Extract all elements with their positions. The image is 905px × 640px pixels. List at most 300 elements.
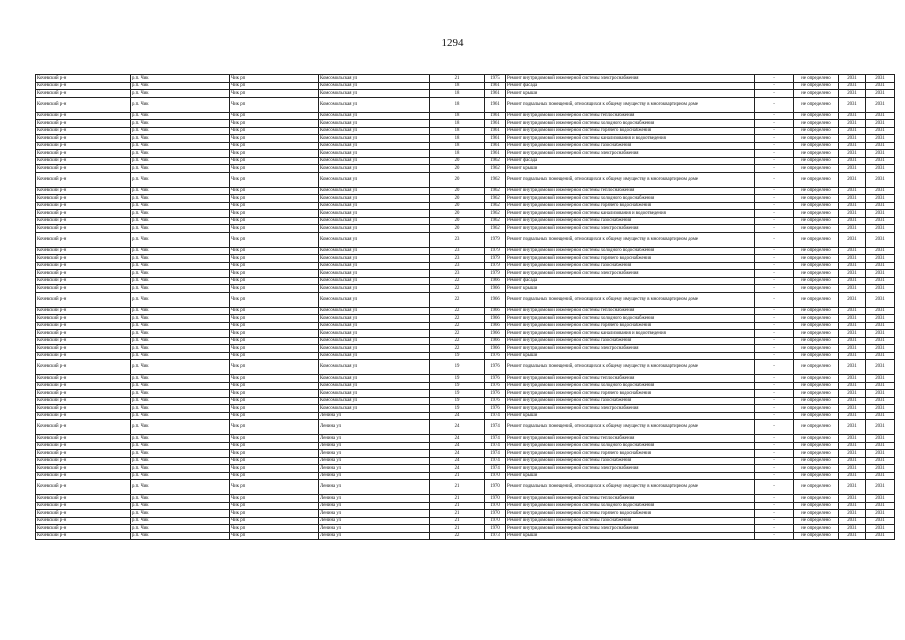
- dash-cell: -: [755, 337, 794, 345]
- plan-year-start-cell: 2031: [839, 457, 866, 465]
- work-type-cell: Ремонт внутридомовой инженерной системы холодного водоснабжения: [506, 195, 755, 203]
- dash-cell: -: [755, 292, 794, 307]
- settlement-cell: р.п. Чик: [131, 195, 230, 203]
- settlement-cell: р.п. Чик: [131, 337, 230, 345]
- table-row: [36, 382, 895, 390]
- settlement-cell: р.п. Чик: [131, 225, 230, 233]
- district-cell: Кочевский р-н: [36, 330, 131, 338]
- cost-status-cell: не определено: [794, 225, 839, 233]
- work-type-cell: Ремонт внутридомовой инженерной системы холодного водоснабжения: [506, 120, 755, 128]
- street-cell: Ленина ул: [319, 472, 430, 480]
- table-row: [36, 142, 895, 150]
- plan-year-start-cell: 2031: [839, 307, 866, 315]
- build-year-cell: 1966: [485, 337, 506, 345]
- plan-year-start-cell: 2031: [839, 517, 866, 525]
- work-type-cell: Ремонт внутридомовой инженерной системы теплоснабжения: [506, 495, 755, 503]
- plan-year-start-cell: 2031: [839, 450, 866, 458]
- dash-cell: -: [755, 150, 794, 158]
- plan-year-end-cell: 2031: [866, 202, 895, 210]
- work-type-cell: Ремонт внутридомовой инженерной системы электроснабжения: [506, 345, 755, 353]
- street-cell: Комсомольская ул: [319, 337, 430, 345]
- street-cell: Комсомольская ул: [319, 187, 430, 195]
- settlement-cell: р.п. Чик: [131, 262, 230, 270]
- settlement-cell: р.п. Чик: [131, 502, 230, 510]
- table-row: [36, 412, 895, 420]
- build-year-cell: 1966: [485, 277, 506, 285]
- dash-cell: -: [755, 165, 794, 173]
- municipality-cell: Чик рп: [230, 232, 319, 247]
- house-number-cell: 19: [430, 360, 485, 375]
- district-cell: Кочевский р-н: [36, 217, 131, 225]
- table-row: [36, 232, 895, 247]
- plan-year-start-cell: 2031: [839, 532, 866, 540]
- cost-status-cell: не определено: [794, 420, 839, 435]
- table-row: [36, 75, 895, 83]
- build-year-cell: 1962: [485, 187, 506, 195]
- cost-status-cell: не определено: [794, 127, 839, 135]
- municipality-cell: Чик рп: [230, 480, 319, 495]
- district-cell: Кочевский р-н: [36, 420, 131, 435]
- dash-cell: -: [755, 157, 794, 165]
- house-number-cell: 20: [430, 187, 485, 195]
- build-year-cell: 1966: [485, 307, 506, 315]
- settlement-cell: р.п. Чик: [131, 420, 230, 435]
- house-number-cell: 19: [430, 352, 485, 360]
- house-number-cell: 22: [430, 345, 485, 353]
- dash-cell: -: [755, 397, 794, 405]
- dash-cell: -: [755, 330, 794, 338]
- dash-cell: -: [755, 135, 794, 143]
- cost-status-cell: не определено: [794, 90, 839, 98]
- work-type-cell: Ремонт внутридомовой инженерной системы канализования и водоотведения: [506, 330, 755, 338]
- district-cell: Кочевский р-н: [36, 510, 131, 518]
- table-row: [36, 112, 895, 120]
- table-row: [36, 120, 895, 128]
- dash-cell: -: [755, 210, 794, 218]
- work-type-cell: Ремонт внутридомовой инженерной системы газоснабжения: [506, 397, 755, 405]
- house-number-cell: 23: [430, 232, 485, 247]
- cost-status-cell: не определено: [794, 510, 839, 518]
- district-cell: Кочевский р-н: [36, 75, 131, 83]
- table-row: [36, 157, 895, 165]
- plan-year-start-cell: 2031: [839, 352, 866, 360]
- work-type-cell: Ремонт крыши: [506, 412, 755, 420]
- district-cell: Кочевский р-н: [36, 382, 131, 390]
- house-number-cell: 19: [430, 397, 485, 405]
- build-year-cell: 1970: [485, 480, 506, 495]
- district-cell: Кочевский р-н: [36, 150, 131, 158]
- plan-year-start-cell: 2031: [839, 502, 866, 510]
- cost-status-cell: не определено: [794, 187, 839, 195]
- plan-year-end-cell: 2031: [866, 307, 895, 315]
- plan-year-end-cell: 2031: [866, 435, 895, 443]
- work-type-cell: Ремонт внутридомовой инженерной системы горячего водоснабжения: [506, 322, 755, 330]
- build-year-cell: 1974: [485, 412, 506, 420]
- cost-status-cell: не определено: [794, 345, 839, 353]
- municipality-cell: Чик рп: [230, 262, 319, 270]
- settlement-cell: р.п. Чик: [131, 75, 230, 83]
- street-cell: Комсомольская ул: [319, 277, 430, 285]
- plan-year-start-cell: 2031: [839, 210, 866, 218]
- build-year-cell: 1979: [485, 232, 506, 247]
- settlement-cell: р.п. Чик: [131, 352, 230, 360]
- street-cell: Комсомольская ул: [319, 270, 430, 278]
- house-number-cell: 24: [430, 465, 485, 473]
- house-number-cell: 24: [430, 442, 485, 450]
- cost-status-cell: не определено: [794, 375, 839, 383]
- work-type-cell: Ремонт внутридомовой инженерной системы канализования и водоотведения: [506, 210, 755, 218]
- dash-cell: -: [755, 112, 794, 120]
- plan-year-end-cell: 2031: [866, 135, 895, 143]
- plan-year-start-cell: 2031: [839, 315, 866, 323]
- table-row: [36, 352, 895, 360]
- dash-cell: -: [755, 217, 794, 225]
- district-cell: Кочевский р-н: [36, 112, 131, 120]
- table-row: [36, 390, 895, 398]
- settlement-cell: р.п. Чик: [131, 150, 230, 158]
- work-type-cell: Ремонт подвальных помещений, относящихся к общему имуществу в многоквартирном доме: [506, 172, 755, 187]
- district-cell: Кочевский р-н: [36, 315, 131, 323]
- plan-year-end-cell: 2031: [866, 457, 895, 465]
- dash-cell: -: [755, 517, 794, 525]
- cost-status-cell: не определено: [794, 262, 839, 270]
- plan-year-start-cell: 2031: [839, 82, 866, 90]
- cost-status-cell: не определено: [794, 97, 839, 112]
- table-row: [36, 480, 895, 495]
- plan-year-start-cell: 2031: [839, 135, 866, 143]
- house-number-cell: 20: [430, 210, 485, 218]
- district-cell: Кочевский р-н: [36, 135, 131, 143]
- build-year-cell: 1962: [485, 202, 506, 210]
- plan-year-end-cell: 2031: [866, 97, 895, 112]
- district-cell: Кочевский р-н: [36, 495, 131, 503]
- work-type-cell: Ремонт внутридомовой инженерной системы теплоснабжения: [506, 435, 755, 443]
- build-year-cell: 1976: [485, 390, 506, 398]
- municipality-cell: Чик рп: [230, 187, 319, 195]
- settlement-cell: р.п. Чик: [131, 457, 230, 465]
- cost-status-cell: не определено: [794, 285, 839, 293]
- house-number-cell: 21: [430, 495, 485, 503]
- dash-cell: -: [755, 202, 794, 210]
- settlement-cell: р.п. Чик: [131, 97, 230, 112]
- plan-year-end-cell: 2031: [866, 217, 895, 225]
- work-type-cell: Ремонт внутридомовой инженерной системы канализования и водоотведения: [506, 135, 755, 143]
- dash-cell: -: [755, 442, 794, 450]
- cost-status-cell: не определено: [794, 270, 839, 278]
- settlement-cell: р.п. Чик: [131, 315, 230, 323]
- house-number-cell: 20: [430, 202, 485, 210]
- municipality-cell: Чик рп: [230, 390, 319, 398]
- work-type-cell: Ремонт внутридомовой инженерной системы электроснабжения: [506, 150, 755, 158]
- street-cell: Комсомольская ул: [319, 232, 430, 247]
- house-number-cell: 19: [430, 382, 485, 390]
- table-row: [36, 472, 895, 480]
- plan-year-end-cell: 2031: [866, 270, 895, 278]
- settlement-cell: р.п. Чик: [131, 397, 230, 405]
- cost-status-cell: не определено: [794, 157, 839, 165]
- build-year-cell: 1970: [485, 510, 506, 518]
- cost-status-cell: не определено: [794, 307, 839, 315]
- table-row: [36, 510, 895, 518]
- dash-cell: -: [755, 382, 794, 390]
- build-year-cell: 1962: [485, 157, 506, 165]
- municipality-cell: Чик рп: [230, 495, 319, 503]
- settlement-cell: р.п. Чик: [131, 390, 230, 398]
- work-type-cell: Ремонт внутридомовой инженерной системы холодного водоснабжения: [506, 382, 755, 390]
- municipality-cell: Чик рп: [230, 330, 319, 338]
- dash-cell: -: [755, 277, 794, 285]
- plan-year-start-cell: 2031: [839, 442, 866, 450]
- district-cell: Кочевский р-н: [36, 285, 131, 293]
- district-cell: Кочевский р-н: [36, 97, 131, 112]
- build-year-cell: 1976: [485, 360, 506, 375]
- district-cell: Кочевский р-н: [36, 225, 131, 233]
- dash-cell: -: [755, 82, 794, 90]
- cost-status-cell: не определено: [794, 465, 839, 473]
- build-year-cell: 1976: [485, 375, 506, 383]
- plan-year-end-cell: 2031: [866, 337, 895, 345]
- municipality-cell: Чик рп: [230, 322, 319, 330]
- house-number-cell: 21: [430, 510, 485, 518]
- dash-cell: -: [755, 532, 794, 540]
- municipality-cell: Чик рп: [230, 112, 319, 120]
- street-cell: Комсомольская ул: [319, 330, 430, 338]
- plan-year-start-cell: 2031: [839, 217, 866, 225]
- plan-year-end-cell: 2031: [866, 165, 895, 173]
- municipality-cell: Чик рп: [230, 375, 319, 383]
- dash-cell: -: [755, 232, 794, 247]
- dash-cell: -: [755, 90, 794, 98]
- district-cell: Кочевский р-н: [36, 247, 131, 255]
- settlement-cell: р.п. Чик: [131, 90, 230, 98]
- district-cell: Кочевский р-н: [36, 195, 131, 203]
- house-number-cell: 19: [430, 375, 485, 383]
- district-cell: Кочевский р-н: [36, 352, 131, 360]
- district-cell: Кочевский р-н: [36, 435, 131, 443]
- work-type-cell: Ремонт фасада: [506, 157, 755, 165]
- settlement-cell: р.п. Чик: [131, 517, 230, 525]
- plan-year-end-cell: 2031: [866, 120, 895, 128]
- work-type-cell: Ремонт внутридомовой инженерной системы холодного водоснабжения: [506, 442, 755, 450]
- work-type-cell: Ремонт внутридомовой инженерной системы теплоснабжения: [506, 112, 755, 120]
- house-number-cell: 21: [430, 502, 485, 510]
- table-row: [36, 277, 895, 285]
- house-number-cell: 22: [430, 315, 485, 323]
- work-type-cell: Ремонт внутридомовой инженерной системы горячего водоснабжения: [506, 202, 755, 210]
- dash-cell: -: [755, 435, 794, 443]
- plan-year-start-cell: 2031: [839, 150, 866, 158]
- table-row: [36, 525, 895, 533]
- street-cell: Комсомольская ул: [319, 262, 430, 270]
- street-cell: Ленина ул: [319, 495, 430, 503]
- table-row: [36, 465, 895, 473]
- work-type-cell: Ремонт внутридомовой инженерной системы электроснабжения: [506, 270, 755, 278]
- work-type-cell: Ремонт фасада: [506, 277, 755, 285]
- table-row: [36, 292, 895, 307]
- plan-year-start-cell: 2031: [839, 420, 866, 435]
- street-cell: Комсомольская ул: [319, 142, 430, 150]
- district-cell: Кочевский р-н: [36, 360, 131, 375]
- municipality-cell: Чик рп: [230, 247, 319, 255]
- house-number-cell: 18: [430, 97, 485, 112]
- settlement-cell: р.п. Чик: [131, 112, 230, 120]
- build-year-cell: 1962: [485, 195, 506, 203]
- settlement-cell: р.п. Чик: [131, 532, 230, 540]
- plan-year-end-cell: 2031: [866, 187, 895, 195]
- municipality-cell: Чик рп: [230, 457, 319, 465]
- municipality-cell: Чик рп: [230, 217, 319, 225]
- district-cell: Кочевский р-н: [36, 202, 131, 210]
- build-year-cell: 1961: [485, 82, 506, 90]
- work-type-cell: Ремонт внутридомовой инженерной системы горячего водоснабжения: [506, 255, 755, 263]
- plan-year-end-cell: 2031: [866, 232, 895, 247]
- table-row: [36, 135, 895, 143]
- table-row: [36, 247, 895, 255]
- table-row: [36, 165, 895, 173]
- house-number-cell: 19: [430, 390, 485, 398]
- build-year-cell: 1961: [485, 142, 506, 150]
- plan-year-end-cell: 2031: [866, 262, 895, 270]
- house-number-cell: 21: [430, 75, 485, 83]
- plan-year-start-cell: 2031: [839, 112, 866, 120]
- build-year-cell: 1966: [485, 345, 506, 353]
- settlement-cell: р.п. Чик: [131, 465, 230, 473]
- dash-cell: -: [755, 502, 794, 510]
- settlement-cell: р.п. Чик: [131, 472, 230, 480]
- table-row: [36, 420, 895, 435]
- work-type-cell: Ремонт внутридомовой инженерной системы электроснабжения: [506, 225, 755, 233]
- settlement-cell: р.п. Чик: [131, 285, 230, 293]
- street-cell: Ленина ул: [319, 450, 430, 458]
- table-row: [36, 270, 895, 278]
- settlement-cell: р.п. Чик: [131, 270, 230, 278]
- table-row: [36, 172, 895, 187]
- municipality-cell: Чик рп: [230, 360, 319, 375]
- street-cell: Ленина ул: [319, 532, 430, 540]
- house-number-cell: 22: [430, 292, 485, 307]
- build-year-cell: 1970: [485, 517, 506, 525]
- settlement-cell: р.п. Чик: [131, 157, 230, 165]
- dash-cell: -: [755, 345, 794, 353]
- work-type-cell: Ремонт внутридомовой инженерной системы газоснабжения: [506, 142, 755, 150]
- plan-year-start-cell: 2031: [839, 510, 866, 518]
- cost-status-cell: не определено: [794, 150, 839, 158]
- work-type-cell: Ремонт фасада: [506, 82, 755, 90]
- house-number-cell: 18: [430, 142, 485, 150]
- settlement-cell: р.п. Чик: [131, 292, 230, 307]
- settlement-cell: р.п. Чик: [131, 322, 230, 330]
- table-row: [36, 360, 895, 375]
- table-row: [36, 457, 895, 465]
- table-row: [36, 495, 895, 503]
- plan-year-start-cell: 2031: [839, 232, 866, 247]
- street-cell: Комсомольская ул: [319, 375, 430, 383]
- settlement-cell: р.п. Чик: [131, 405, 230, 413]
- house-number-cell: 23: [430, 262, 485, 270]
- cost-status-cell: не определено: [794, 247, 839, 255]
- municipality-cell: Чик рп: [230, 405, 319, 413]
- work-type-cell: Ремонт крыши: [506, 285, 755, 293]
- municipality-cell: Чик рп: [230, 502, 319, 510]
- municipality-cell: Чик рп: [230, 472, 319, 480]
- dash-cell: -: [755, 97, 794, 112]
- house-number-cell: 20: [430, 217, 485, 225]
- build-year-cell: 1976: [485, 405, 506, 413]
- district-cell: Кочевский р-н: [36, 90, 131, 98]
- plan-year-end-cell: 2031: [866, 225, 895, 233]
- municipality-cell: Чик рп: [230, 292, 319, 307]
- plan-year-start-cell: 2031: [839, 337, 866, 345]
- page-number: 1294: [441, 37, 464, 49]
- municipality-cell: Чик рп: [230, 82, 319, 90]
- plan-year-start-cell: 2031: [839, 255, 866, 263]
- municipality-cell: Чик рп: [230, 345, 319, 353]
- street-cell: Комсомольская ул: [319, 397, 430, 405]
- cost-status-cell: не определено: [794, 525, 839, 533]
- table-row: [36, 517, 895, 525]
- plan-year-start-cell: 2031: [839, 285, 866, 293]
- table-row: [36, 435, 895, 443]
- table-row: [36, 285, 895, 293]
- cost-status-cell: не определено: [794, 292, 839, 307]
- plan-year-start-cell: 2031: [839, 202, 866, 210]
- municipality-cell: Чик рп: [230, 127, 319, 135]
- settlement-cell: р.п. Чик: [131, 135, 230, 143]
- plan-year-start-cell: 2031: [839, 412, 866, 420]
- work-type-cell: Ремонт внутридомовой инженерной системы горячего водоснабжения: [506, 127, 755, 135]
- plan-year-start-cell: 2031: [839, 187, 866, 195]
- plan-year-start-cell: 2031: [839, 120, 866, 128]
- cost-status-cell: не определено: [794, 405, 839, 413]
- plan-year-end-cell: 2031: [866, 420, 895, 435]
- dash-cell: -: [755, 322, 794, 330]
- street-cell: Ленина ул: [319, 510, 430, 518]
- cost-status-cell: не определено: [794, 480, 839, 495]
- cost-status-cell: не определено: [794, 450, 839, 458]
- table-row: [36, 397, 895, 405]
- district-cell: Кочевский р-н: [36, 232, 131, 247]
- build-year-cell: 1974: [485, 435, 506, 443]
- plan-year-end-cell: 2031: [866, 442, 895, 450]
- cost-status-cell: не определено: [794, 412, 839, 420]
- district-cell: Кочевский р-н: [36, 465, 131, 473]
- settlement-cell: р.п. Чик: [131, 165, 230, 173]
- plan-year-end-cell: 2031: [866, 255, 895, 263]
- plan-year-start-cell: 2031: [839, 262, 866, 270]
- plan-year-end-cell: 2031: [866, 195, 895, 203]
- table-row: [36, 315, 895, 323]
- cost-status-cell: не определено: [794, 390, 839, 398]
- house-number-cell: 23: [430, 247, 485, 255]
- build-year-cell: 1961: [485, 120, 506, 128]
- dash-cell: -: [755, 315, 794, 323]
- dash-cell: -: [755, 495, 794, 503]
- district-cell: Кочевский р-н: [36, 502, 131, 510]
- dash-cell: -: [755, 142, 794, 150]
- settlement-cell: р.п. Чик: [131, 495, 230, 503]
- plan-year-start-cell: 2031: [839, 397, 866, 405]
- table-row: [36, 127, 895, 135]
- build-year-cell: 1966: [485, 330, 506, 338]
- street-cell: Ленина ул: [319, 502, 430, 510]
- settlement-cell: р.п. Чик: [131, 345, 230, 353]
- cost-status-cell: не определено: [794, 382, 839, 390]
- build-year-cell: 1961: [485, 90, 506, 98]
- cost-status-cell: не определено: [794, 165, 839, 173]
- plan-year-end-cell: 2031: [866, 112, 895, 120]
- build-year-cell: 1973: [485, 532, 506, 540]
- district-cell: Кочевский р-н: [36, 292, 131, 307]
